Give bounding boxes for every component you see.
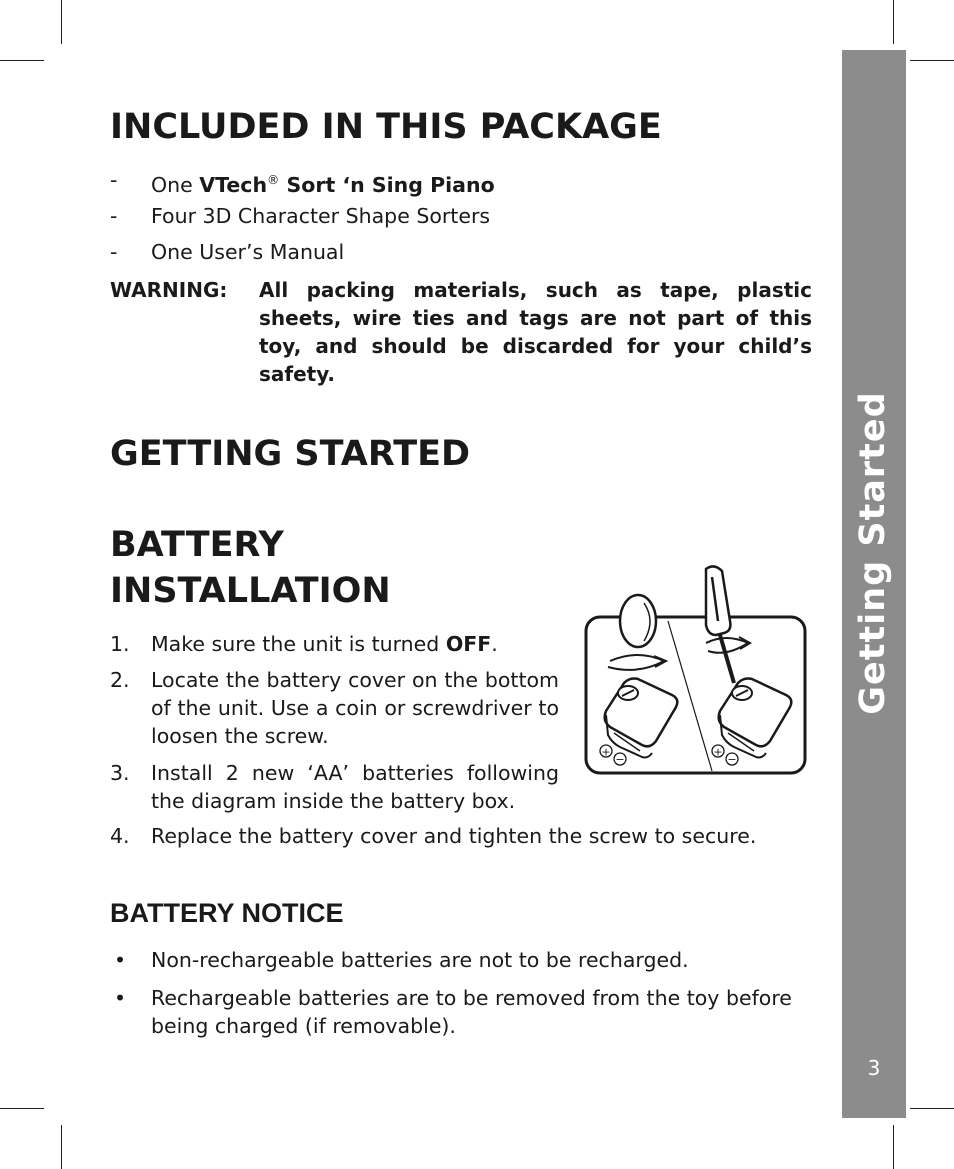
bullet-text: Rechargeable batteries are to be removed from the toy before being charged (if removable). (151, 986, 792, 1038)
dash-marker: - (110, 240, 118, 264)
sidebar-section-label: Getting Started (853, 391, 893, 715)
warning-text: All packing materials, such as tape, plastic sheets, wire ties and tags are not part of this toy, and should be discarded for your child’s safety. (259, 278, 812, 386)
step-text: Locate the battery cover on the bottom of the unit. Use a coin or screwdriver to loosen the screw. (151, 668, 559, 748)
step-text: Install 2 new ‘AA’ batteries following the diagram inside the battery box. (151, 761, 559, 813)
bullet-marker: • (114, 986, 127, 1010)
step-number: 1. (110, 632, 130, 656)
crop-mark (61, 0, 62, 44)
step-number: 3. (110, 761, 130, 785)
crop-mark (910, 1108, 954, 1109)
step-number: 4. (110, 824, 130, 848)
svg-text:−: − (727, 753, 737, 766)
crop-mark (0, 1108, 44, 1109)
svg-text:−: − (615, 753, 625, 766)
item-text: One User’s Manual (151, 240, 345, 264)
getting-started-heading: GETTING STARTED (110, 434, 471, 474)
battery-installation-diagram (584, 565, 808, 777)
crop-mark (61, 1125, 62, 1169)
bullet-text: Non-rechargeable batteries are not to be recharged. (151, 948, 689, 972)
item-text: Four 3D Character Shape Sorters (151, 204, 491, 228)
step-number: 2. (110, 668, 130, 692)
dash-marker: - (110, 204, 118, 228)
coin-icon (620, 595, 656, 647)
crop-mark (0, 60, 44, 61)
crop-mark (893, 1125, 894, 1169)
item-text: One VTech® Sort ‘n Sing Piano (151, 173, 495, 197)
svg-text:+: + (601, 745, 611, 759)
bullet-marker: • (114, 948, 127, 972)
step-text: Replace the battery cover and tighten the screw to secure. (151, 824, 757, 848)
warning-label: WARNING: (110, 278, 228, 302)
package-heading: INCLUDED IN THIS PACKAGE (110, 107, 662, 147)
battery-installation-heading: BATTERY INSTALLATION (110, 525, 391, 611)
battery-notice-heading: BATTERY NOTICE (110, 898, 344, 928)
dash-marker: - (110, 168, 118, 192)
crop-mark (893, 0, 894, 44)
crop-mark (910, 60, 954, 61)
svg-text:+: + (713, 745, 723, 759)
step-text: Make sure the unit is turned OFF. (151, 632, 498, 656)
page-number: 3 (867, 1056, 881, 1080)
